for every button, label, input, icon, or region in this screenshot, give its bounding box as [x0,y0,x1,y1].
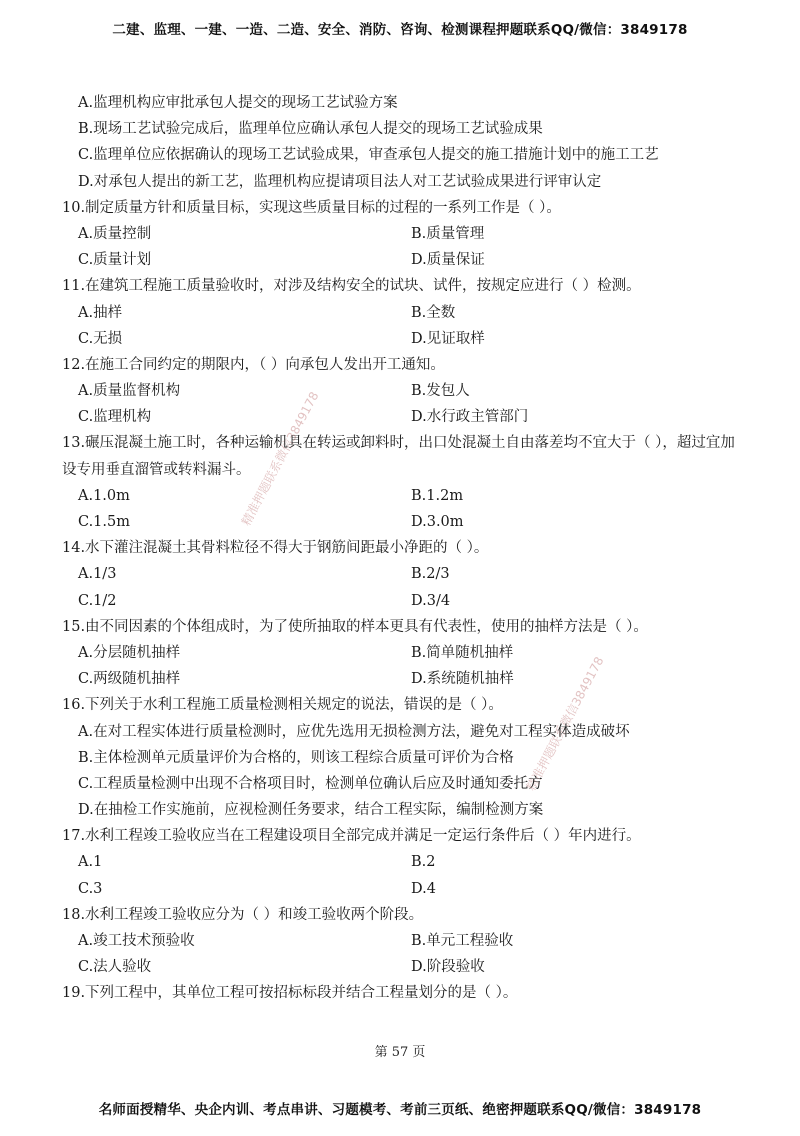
option-b: B.2/3 [411,566,450,583]
option-a: A.质量监督机构 [78,383,181,400]
question-content [62,90,752,1007]
question-text: 15.由不同因素的个体组成时，为了使所抽取的样本更具有代表性，使用的抽样方法是（ ）。 [62,618,648,635]
option-a: A.抽样 [78,304,123,321]
option-b: B.现场工艺试验完成后，监理单位应确认承包人提交的现场工艺试验成果 [78,121,543,138]
question-text: 11.在建筑工程施工质量验收时，对涉及结构安全的试块、试件，按规定应进行（ ）检测。 [62,278,641,295]
question-text: 12.在施工合同约定的期限内，（ ）向承包人发出开工通知。 [62,356,445,373]
option-d: D.3/4 [411,592,451,609]
question-text: 19.下列工程中，其单位工程可按招标标段并结合工程量划分的是（ ）。 [62,985,518,1002]
option-c: C.3 [78,880,103,897]
question-17 [62,823,752,902]
question-text: 10.制定质量方针和质量目标，实现这些质量目标的过程的一系列工作是（ ）。 [62,199,561,216]
watermark-stamp: 精准押题联系微信3849178 [523,654,607,794]
option-c: C.无损 [78,330,123,347]
option-b: B.单元工程验收 [411,933,514,949]
option-b: B.发包人 [411,383,470,400]
question-text: 14.水下灌注混凝土其骨料粒径不得大于钢筋间距最小净距的（ ）。 [62,540,489,557]
option-d: D.质量保证 [411,252,485,269]
option-c: C.工程质量检测中出现不合格项目时，检测单位确认后应及时通知委托方 [78,775,543,792]
question-text: 16.下列关于水利工程施工质量检测相关规定的说法，错误的是（ ）。 [62,697,503,714]
option-c: C.法人验收 [78,959,152,976]
option-c: C.1/2 [78,592,117,609]
option-d: D.系统随机抽样 [411,671,514,688]
question-11 [62,273,752,352]
option-a: A.分层随机抽样 [78,644,181,661]
question-19 [62,980,752,1006]
option-a: A.1 [78,854,103,871]
question-10 [62,195,752,274]
question-text: 17.水利工程竣工验收应当在工程建设项目全部完成并满足一定运行条件后（ ）年内进行。 [62,828,641,845]
question-13 [62,430,752,535]
option-a: A.竣工技术预验收 [78,933,195,949]
option-c: C.监理单位应依据确认的现场工艺试验成果，审查承包人提交的施工措施计划中的施工工艺 [78,147,659,164]
option-d: D.阶段验收 [411,959,485,976]
option-c: C.质量计划 [78,252,152,269]
page-header-banner: 二建、监理、一建、一造、二造、安全、消防、咨询、检测课程押题联系QQ/微信：3849178 [112,22,688,38]
option-b: B.1.2m [411,487,464,504]
option-a: A.在对工程实体进行质量检测时，应优先选用无损检测方法，避免对工程实体造成破坏 [78,723,630,740]
option-d: D.水行政主管部门 [411,409,529,426]
option-c: C.监理机构 [78,409,152,426]
page-footer-banner: 名师面授精华、央企内训、考点串讲、习题模考、考前三页纸、绝密押题联系QQ/微信：3849178 [98,1102,702,1118]
option-b: B.全数 [411,304,456,321]
option-b: B.主体检测单元质量评价为合格的，则该工程综合质量可评价为合格 [78,749,514,766]
question-text: 18.水利工程竣工验收应分为（ ）和竣工验收两个阶段。 [62,906,424,923]
option-d: D.见证取样 [411,330,485,347]
question-16 [62,692,752,823]
option-a: A.监理机构应审批承包人提交的现场工艺试验方案 [78,95,398,111]
option-d: D.3.0m [411,514,464,530]
question-text: 13.碾压混凝土施工时，各种运输机具在转运或卸料时，出口处混凝土自由落差均不宜大于（ ），超过宜加 [62,435,735,452]
option-d: D.对承包人提出的新工艺，监理机构应提请项目法人对工艺试验成果进行评审认定 [78,173,602,190]
page-number: 第 57 页 [374,1045,426,1060]
option-c: C.1.5m [78,514,130,530]
option-a: A.1/3 [78,566,117,583]
option-d: D.在抽检工作实施前，应视检测任务要求，结合工程实际，编制检测方案 [78,802,544,819]
option-b: B.质量管理 [411,225,485,242]
option-c: C.两级随机抽样 [78,671,181,688]
option-a: A.1.0m [78,487,130,504]
option-d: D.4 [411,880,436,897]
option-a: A.质量控制 [78,225,152,242]
option-b: B.2 [411,854,436,871]
question-12 [62,352,752,431]
option-b: B.简单随机抽样 [411,644,514,661]
question-14 [62,535,752,614]
watermark-stamp: 精准押题联系微信3849178 [238,389,322,529]
question-text-continued: 设专用垂直溜管或转料漏斗。 [62,461,251,478]
question-15 [62,614,752,693]
question-18 [62,902,752,981]
